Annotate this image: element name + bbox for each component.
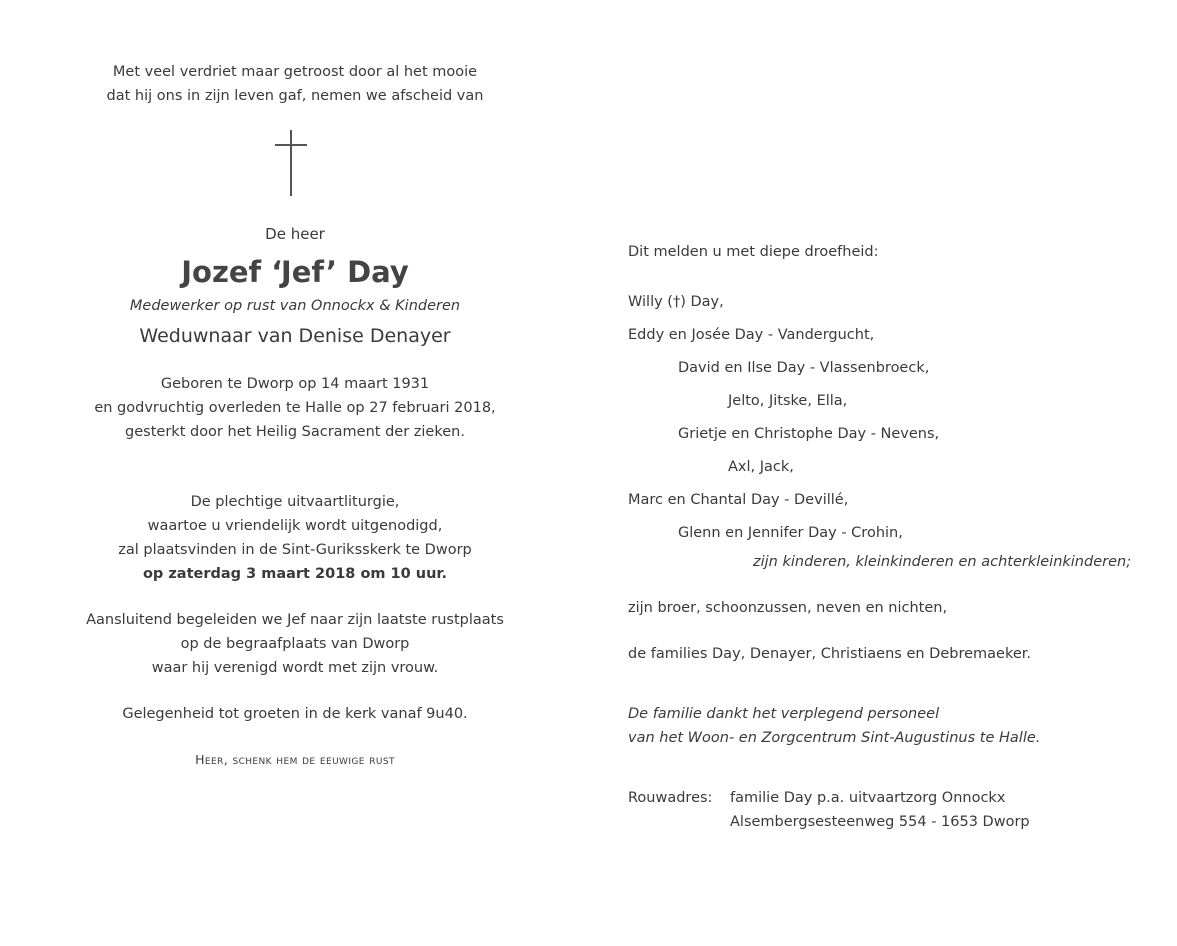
honorific: De heer bbox=[265, 225, 325, 243]
address-line-1: familie Day p.a. uitvaartzorg Onnockx bbox=[730, 790, 1006, 806]
families-line: de families Day, Denayer, Christiaens en Debremaeker. bbox=[628, 646, 1031, 662]
left-panel bbox=[60, 60, 530, 772]
ceremony-date: op zaterdag 3 maart 2018 om 10 uur. bbox=[142, 566, 448, 582]
prayer-line: Heer, schenk hem de eeuwige rust bbox=[195, 752, 395, 767]
address-line-2: Alsembergsesteenweg 554 - 1653 Dworp bbox=[730, 814, 1030, 830]
death-line: en godvruchtig overleden te Halle op 27 februari 2018, bbox=[94, 400, 496, 416]
ceremony-line-2: waartoe u vriendelijk wordt uitgenodigd, bbox=[147, 518, 443, 534]
cross-icon bbox=[275, 130, 315, 196]
sacrament-line: gesterkt door het Heilig Sacrament der zieken. bbox=[125, 424, 465, 440]
address-label: Rouwadres: bbox=[628, 790, 713, 806]
family-line: Axl, Jack, bbox=[728, 459, 794, 475]
family-line: Jelto, Jitske, Ella, bbox=[728, 393, 848, 409]
intro-line-1: Met veel verdriet maar getroost door al het mooie bbox=[112, 64, 478, 80]
occupation: Medewerker op rust van Onnockx & Kinderen bbox=[129, 298, 461, 314]
siblings-line: zijn broer, schoonzussen, neven en nichten, bbox=[628, 600, 948, 616]
funeral-address bbox=[628, 786, 1148, 834]
ceremony-line-3: zal plaatsvinden in de Sint-Guriksskerk te Dworp bbox=[118, 542, 472, 558]
deceased-name: Jozef ‘Jef’ Day bbox=[181, 255, 409, 289]
intro-line-2: dat hij ons in zijn leven gaf, nemen we afscheid van bbox=[106, 88, 484, 104]
family-line: Glenn en Jennifer Day - Crohin, bbox=[678, 525, 903, 541]
burial-line-2: op de begraafplaats van Dworp bbox=[180, 636, 410, 652]
family-line: Eddy en Josée Day - Vandergucht, bbox=[628, 327, 875, 343]
burial-line-1: Aansluitend begeleiden we Jef naar zijn laatste rustplaats bbox=[86, 612, 504, 628]
family-line: Willy (†) Day, bbox=[628, 294, 724, 310]
birth-line: Geboren te Dworp op 14 maart 1931 bbox=[160, 376, 430, 392]
family-line: Grietje en Christophe Day - Nevens, bbox=[678, 426, 940, 442]
children-note: zijn kinderen, kleinkinderen en achterkleinkinderen; bbox=[753, 554, 1132, 570]
thanks-line-1: De familie dankt het verplegend personeel bbox=[628, 706, 940, 722]
right-panel bbox=[628, 240, 1148, 834]
thanks-line-2: van het Woon- en Zorgcentrum Sint-Augustinus te Halle. bbox=[628, 730, 1041, 746]
announcement: Dit melden u met diepe droefheid: bbox=[628, 244, 879, 260]
family-line: David en Ilse Day - Vlassenbroeck, bbox=[678, 360, 930, 376]
widower-line: Weduwnaar van Denise Denayer bbox=[139, 325, 451, 347]
ceremony-line-1: De plechtige uitvaartliturgie, bbox=[190, 494, 400, 510]
greeting-line: Gelegenheid tot groeten in de kerk vanaf 9u40. bbox=[122, 706, 468, 722]
burial-line-3: waar hij verenigd wordt met zijn vrouw. bbox=[151, 660, 439, 676]
family-line: Marc en Chantal Day - Devillé, bbox=[628, 492, 849, 508]
